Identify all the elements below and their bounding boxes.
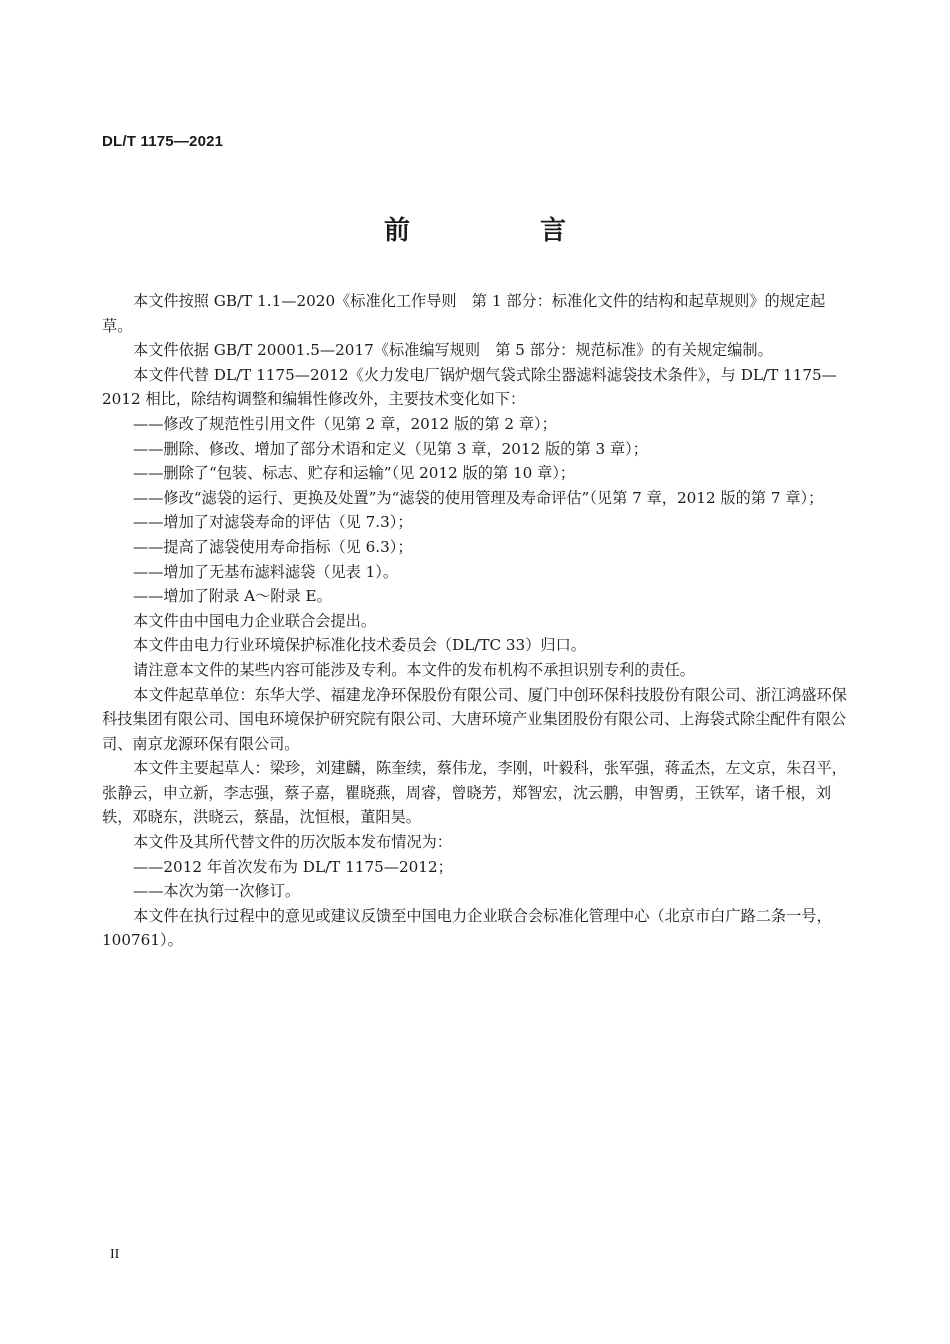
paragraph-compilation-basis: 本文件依据 GB/T 20001.5—2017《标准编写规则 第 5 部分：规范标准》的有关规定编制。 xyxy=(133,341,773,360)
paragraph-replacement: 本文件代替 DL/T 1175—2012《火力发电厂锅炉烟气袋式除尘器滤料滤袋技术条件》，与 DL/T 1175—2012 相比，除结构调整和编辑性修改外，主要技术变化如下： xyxy=(102,365,837,409)
list-item: ——增加了附录 A～附录 E。 xyxy=(133,587,332,606)
list-item: ——修改了规范性引用文件（见第 2 章，2012 版的第 2 章）； xyxy=(133,414,557,433)
list-item: ——删除了“包装、标志、贮存和运输”（见 2012 版的第 10 章）； xyxy=(133,464,576,483)
list-item: ——本次为第一次修订。 xyxy=(133,882,301,901)
paragraph-drafting-rules: 本文件按照 GB/T 1.1—2020《标准化工作导则 第 1 部分：标准化文件的结构和起草规则》的规定起草。 xyxy=(102,292,826,335)
list-item: ——增加了无基布滤料滤袋（见表 1）。 xyxy=(133,562,399,581)
list-item: ——修改“滤袋的运行、更换及处置”为“滤袋的使用管理及寿命评估”（见第 7 章，2012 版的第 7 章）； xyxy=(133,488,824,507)
list-item: ——删除、修改、增加了部分术语和定义（见第 3 章，2012 版的第 3 章）； xyxy=(133,439,648,458)
document-code: DL/T 1175—2021 xyxy=(102,133,224,150)
paragraph-drafting-units: 本文件起草单位：东华大学、福建龙净环保股份有限公司、厦门中创环保科技股份有限公司、浙江鸿盛环保科技集团有限公司、国电环境保护研究院有限公司、大唐环境产业集团股份有限公司、上海袋式除尘配件有限公司、南京龙源环保有限公司。 xyxy=(102,685,847,753)
paragraph-version-history: 本文件及其所代替文件的历次版本发布情况为： xyxy=(133,833,452,852)
paragraph-patent-notice: 请注意本文件的某些内容可能涉及专利。本文件的发布机构不承担识别专利的责任。 xyxy=(133,660,695,679)
paragraph-drafters: 本文件主要起草人：梁珍，刘建麟，陈奎续，蔡伟龙，李刚，叶毅科，张军强，蒋孟杰，左文京，朱召平，张静云，申立新，李志强，蔡子嘉，瞿晓燕，周睿，曾晓芳，郑智宏，沈云鹏，申智勇，王铁军，诸千根，刘轶，邓晓东，洪晓云，蔡晶，沈恒根，董阳昊。 xyxy=(102,759,847,827)
paragraph-feedback: 本文件在执行过程中的意见或建议反馈至中国电力企业联合会标准化管理中心（北京市白广路二条一号，100761）。 xyxy=(102,906,832,950)
list-item: ——提高了滤袋使用寿命指标（见 6.3）； xyxy=(133,537,413,556)
page-number: II xyxy=(110,1247,120,1262)
paragraph-proposer: 本文件由中国电力企业联合会提出。 xyxy=(133,611,376,630)
paragraph-committee: 本文件由电力行业环境保护标准化技术委员会（DL/TC 33）归口。 xyxy=(133,636,586,655)
page-title: 前 言 xyxy=(383,216,618,246)
list-item: ——增加了对滤袋寿命的评估（见 7.3）； xyxy=(133,513,413,532)
technical-changes-list xyxy=(102,412,850,609)
list-item: ——2012 年首次发布为 DL/T 1175—2012； xyxy=(133,857,453,876)
foreword-body xyxy=(102,289,850,953)
version-history-list xyxy=(102,855,850,904)
